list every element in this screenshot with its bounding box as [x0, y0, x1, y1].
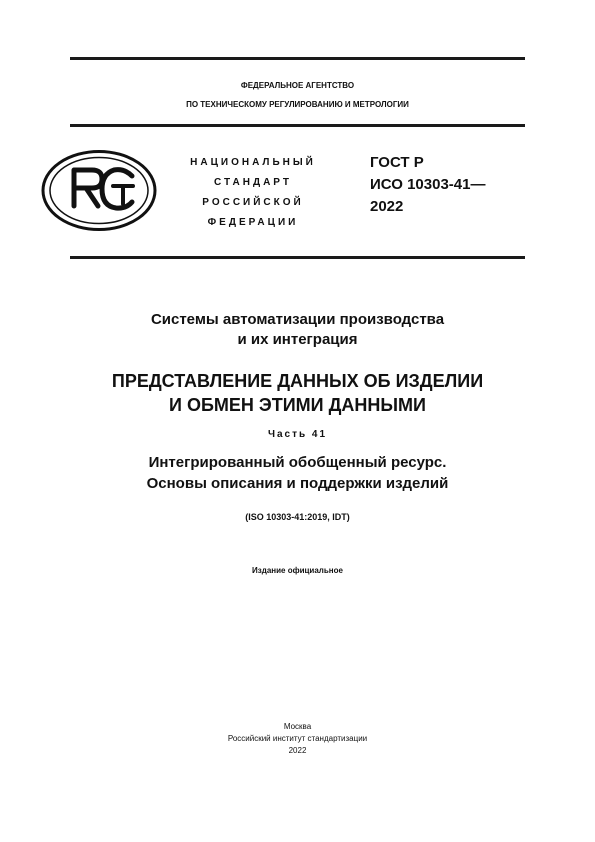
main-title-line-2: И ОБМЕН ЭТИМИ ДАННЫМИ [169, 395, 426, 415]
agency-line-2: ПО ТЕХНИЧЕСКОМУ РЕГУЛИРОВАНИЮ И МЕТРОЛОГИИ [186, 100, 409, 109]
national-line-1: НАЦИОНАЛЬНЫЙ [190, 157, 316, 168]
footer-city: Москва [283, 722, 312, 731]
main-title-line-1: ПРЕДСТАВЛЕНИЕ ДАННЫХ ОБ ИЗДЕЛИИ [111, 371, 484, 391]
agency-line-1: ФЕДЕРАЛЬНОЕ АГЕНТСТВО [240, 81, 355, 90]
designation-line-1: ГОСТ Р [370, 154, 424, 171]
middle-rule-bottom [70, 256, 525, 259]
designation-line-3: 2022 [370, 198, 404, 215]
footer-publisher: Российский институт стандартизации [227, 734, 368, 743]
subtitle-line-1: Интегрированный обобщенный ресурс. [148, 454, 447, 471]
national-line-2: СТАНДАРТ [214, 177, 292, 188]
subtitle [70, 452, 525, 494]
part-number: Часть 41 [267, 429, 328, 440]
middle-rule-top [70, 124, 525, 127]
national-line-4: ФЕДЕРАЦИИ [207, 217, 299, 228]
publication-footer [70, 721, 525, 757]
agency-name [70, 76, 525, 114]
rst-certification-mark-icon [40, 148, 158, 233]
iso-reference: (ISO 10303-41:2019, IDT) [245, 512, 350, 522]
footer-year: 2022 [288, 746, 307, 755]
edition-label: Издание официальное [252, 566, 343, 575]
national-standard-label [168, 153, 338, 233]
national-line-3: РОССИЙСКОЙ [202, 197, 304, 208]
top-rule [70, 57, 525, 60]
designation-line-2: ИСО 10303-41— [370, 176, 486, 193]
subtitle-line-2: Основы описания и поддержки изделий [146, 475, 449, 492]
rst-logo-svg [40, 148, 158, 233]
standard-designation [370, 152, 485, 218]
main-title [70, 369, 525, 417]
series-title-line-2: и их интеграция [237, 331, 358, 348]
series-title [70, 310, 525, 350]
series-title-line-1: Системы автоматизации производства [150, 311, 445, 328]
